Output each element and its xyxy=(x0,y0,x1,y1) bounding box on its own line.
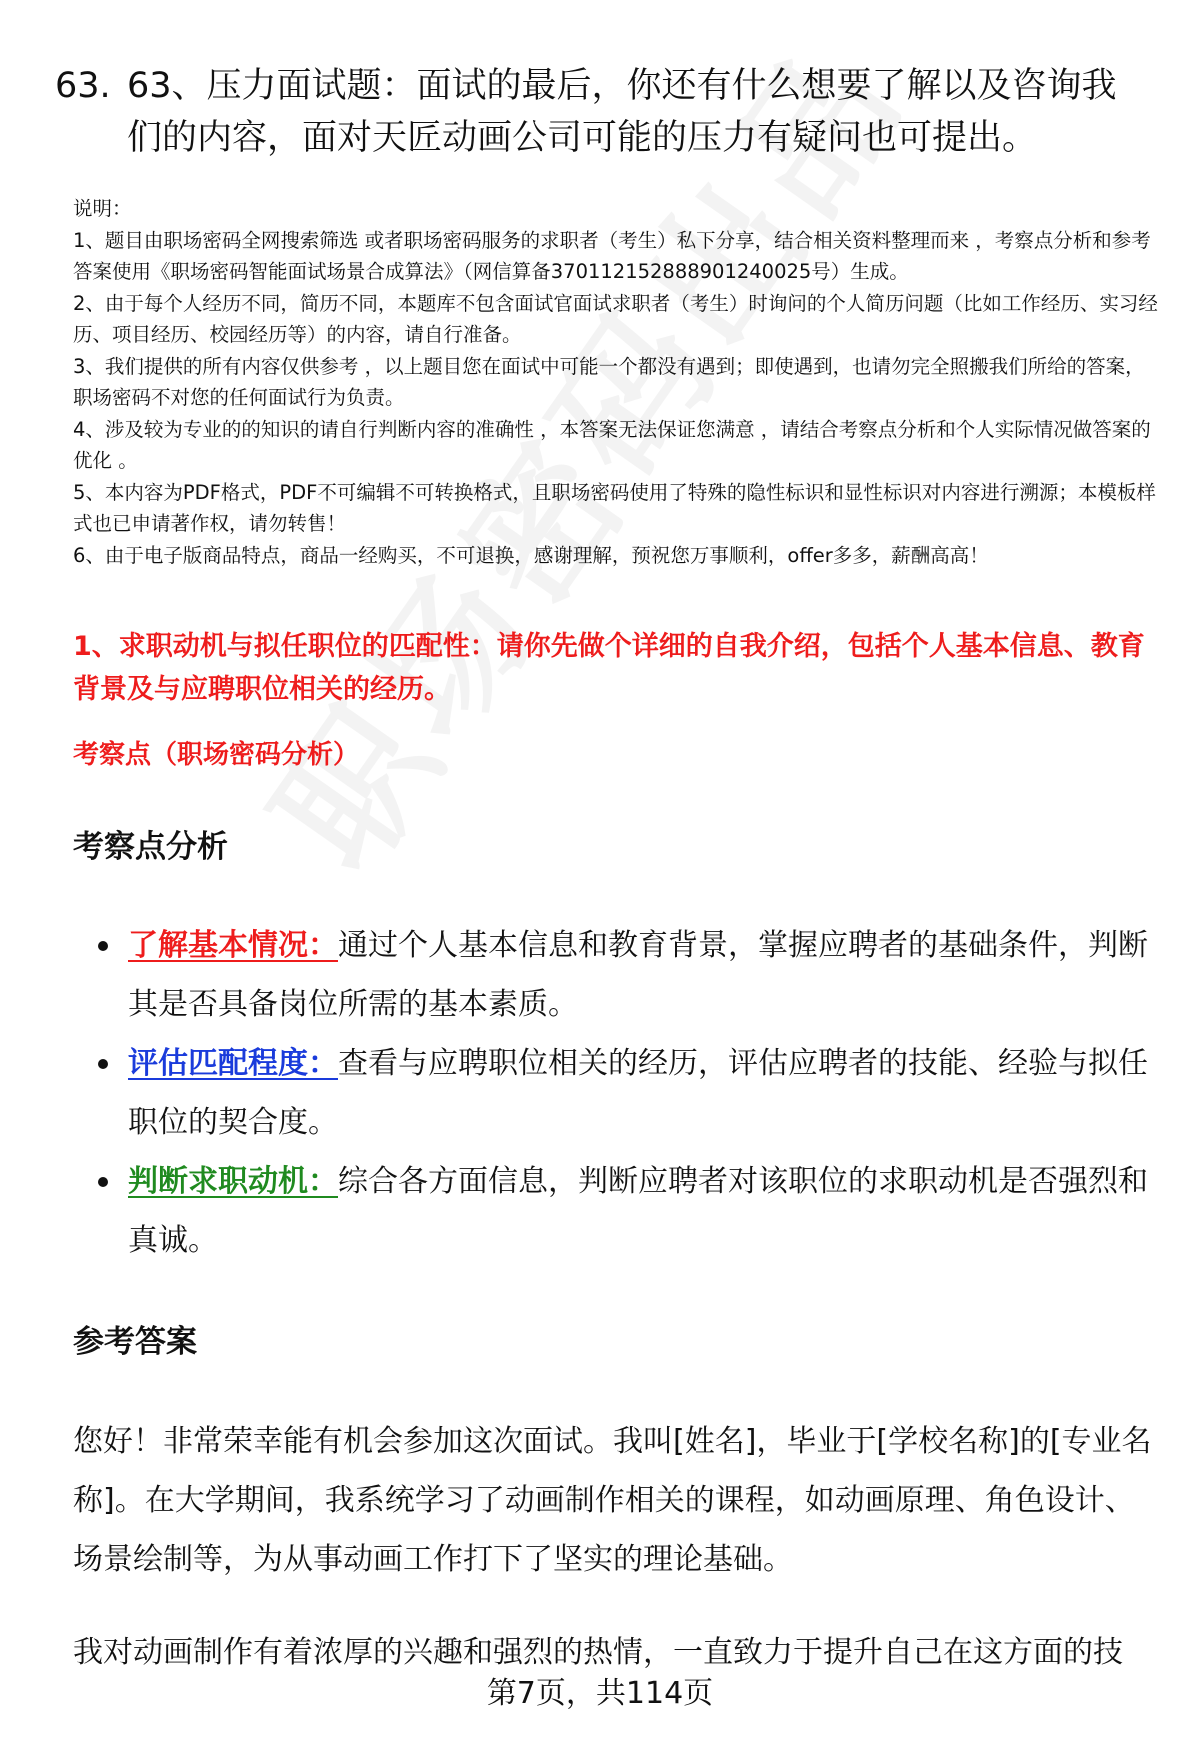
bullet-text: 查看与应聘职位相关的经历，评估应聘者的技能、经验与拟任职位的契合度。 xyxy=(128,1046,1148,1140)
bullet-item xyxy=(73,916,1158,1034)
note-item: 4、涉及较为专业的的知识的请自行判断内容的准确性 ，本答案无法保证您满意 ，请结合考察点分析和个人实际情况做答案的优化 。 xyxy=(73,417,1151,472)
note-item: 3、我们提供的所有内容仅供参考 ，以上题目您在面试中可能一个都没有遇到；即使遇到，也请勿完全照搬我们所给的答案，职场密码不对您的任何面试行为负责。 xyxy=(73,354,1145,409)
answer-heading: 参考答案 xyxy=(73,1324,197,1360)
question-title xyxy=(55,60,1150,164)
bullet-text: 通过个人基本信息和教育背景，掌握应聘者的基础条件，判断其是否具备岗位所需的基本素质。 xyxy=(128,928,1148,1022)
note-item: 1、题目由职场密码全网搜索筛选 或者职场密码服务的求职者（考生）私下分享，结合相关资料整理而来 ，考察点分析和参考答案使用《职场密码智能面试场景合成算法》（网信算备370112152888901240025号）生成。 xyxy=(73,228,1151,283)
bullet-label: 评估匹配程度： xyxy=(128,1046,338,1081)
answer-paragraph: 您好！非常荣幸能有机会参加这次面试。我叫[姓名]，毕业于[学校名称]的[专业名称]。在大学期间，我系统学习了动画制作相关的课程，如动画原理、角色设计、场景绘制等，为从事动画工作打下了坚实的理论基础。 xyxy=(73,1424,1152,1577)
note-item: 2、由于每个人经历不同，简历不同，本题库不包含面试官面试求职者（考生）时询问的个人简历问题（比如工作经历、实习经历、项目经历、校园经历等）的内容，请自行准备。 xyxy=(73,291,1158,346)
bullet-item xyxy=(73,1152,1158,1270)
page-footer: 第7页，共114页 xyxy=(486,1676,714,1711)
answer-paragraph: 我对动画制作有着浓厚的兴趣和强烈的热情，一直致力于提升自己在这方面的技 xyxy=(73,1635,1123,1670)
bullet-dot-icon xyxy=(98,941,108,951)
note-item: 5、本内容为PDF格式，PDF不可编辑不可转换格式，且职场密码使用了特殊的隐性标识和显性标识对内容进行溯源；本模板样式也已申请著作权，请勿转售！ xyxy=(73,480,1156,535)
bullet-text: 综合各方面信息，判断应聘者对该职位的求职动机是否强烈和真诚。 xyxy=(128,1164,1148,1258)
analysis-heading: 考察点分析 xyxy=(73,829,228,865)
question-text: 63、压力面试题：面试的最后，你还有什么想要了解以及咨询我们的内容，面对天匠动画公司可能的压力有疑问也可提出。 xyxy=(127,66,1117,158)
note-item: 6、由于电子版商品特点，商品一经购买，不可退换，感谢理解，预祝您万事顺利，offer多多，薪酬高高！ xyxy=(73,543,989,567)
analysis-bullets xyxy=(73,916,1158,1270)
bullet-dot-icon xyxy=(98,1059,108,1069)
kaocha-label: 考察点（职场密码分析） xyxy=(73,740,360,770)
bullet-label: 判断求职动机： xyxy=(128,1164,338,1199)
bullet-dot-icon xyxy=(98,1177,108,1187)
note-heading: 说明： xyxy=(73,197,132,220)
sub-question: 1、求职动机与拟任职位的匹配性：请你先做个详细的自我介绍，包括个人基本信息、教育背景及与应聘职位相关的经历。 xyxy=(73,631,1145,705)
notes-list xyxy=(73,193,1158,571)
bullet-item xyxy=(73,1034,1158,1152)
bullet-label: 了解基本情况： xyxy=(128,928,338,963)
question-number: 63. xyxy=(55,66,111,106)
